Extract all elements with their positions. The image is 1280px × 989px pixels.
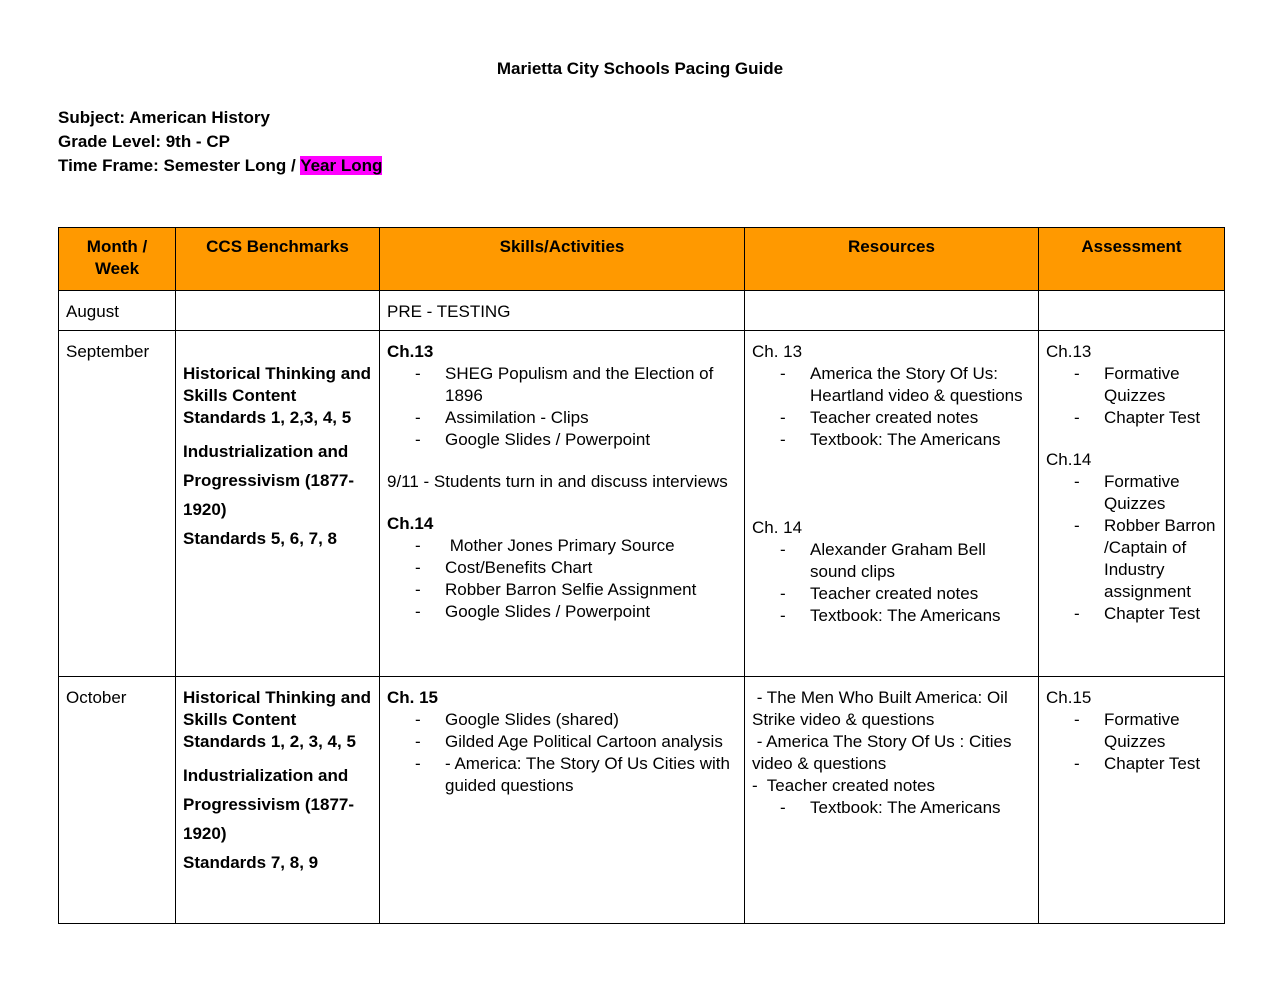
page-title: Marietta City Schools Pacing Guide: [496, 59, 784, 78]
skills-cell: [380, 331, 745, 677]
assessment-list: [1046, 363, 1217, 429]
resource-list: [752, 539, 1031, 627]
benchmark-standards: Historical Thinking and Skills Content Standards 1, 2,3, 4, 5: [183, 364, 371, 427]
list-item: - Cost/Benefits Chart: [445, 557, 737, 579]
list-item: - Robber Barron Selfie Assignment: [445, 579, 737, 601]
list-item: - Google Slides (shared): [445, 709, 737, 731]
chapter-label: Ch.14: [1046, 450, 1092, 469]
benchmark-topic: Industrialization and Progressivism (1877-1920): [183, 442, 355, 519]
table-row: [59, 331, 1225, 677]
benchmarks-cell: [176, 291, 380, 331]
table-row: [59, 291, 1225, 331]
resources-cell: [745, 291, 1039, 331]
document-meta: [58, 106, 382, 178]
list-item: - Google Slides / Powerpoint: [445, 429, 737, 451]
chapter-label: Ch.15: [1046, 688, 1092, 707]
chapter-label: Ch. 14: [752, 518, 803, 537]
list-item: - Robber Barron /Captain of Industry assignment: [1104, 515, 1217, 603]
column-header-benchmarks: CCS Benchmarks: [176, 228, 380, 291]
assessment-cell: [1039, 291, 1225, 331]
assessment-cell: [1039, 331, 1225, 677]
resource-list: [752, 797, 1031, 819]
time-frame-label: Time Frame: Semester Long /: [58, 156, 301, 175]
list-item: - Mother Jones Primary Source: [445, 535, 737, 557]
benchmark-standards-list: Standards 7, 8, 9: [183, 853, 319, 872]
benchmarks-cell: [176, 677, 380, 924]
grade-line: Grade Level: 9th - CP: [58, 132, 230, 151]
resource-line: - America The Story Of Us : Cities video & questions: [752, 732, 1017, 773]
time-frame-line: [58, 154, 382, 178]
list-item: - Teacher created notes: [810, 583, 1031, 605]
column-header-month: Month / Week: [59, 228, 176, 291]
chapter-label: Ch.13: [1046, 342, 1092, 361]
list-item: - Chapter Test: [1104, 407, 1217, 429]
activity-note: 9/11 - Students turn in and discuss interviews: [387, 472, 728, 491]
table-header-row: [59, 228, 1225, 291]
list-item: - Textbook: The Americans: [810, 797, 1031, 819]
list-item: - Chapter Test: [1104, 753, 1217, 775]
activity-list: [387, 709, 737, 797]
benchmarks-cell: [176, 331, 380, 677]
pacing-table: [58, 227, 1225, 924]
list-item: - Formative Quizzes: [1104, 709, 1217, 753]
list-item: - Formative Quizzes: [1104, 363, 1217, 407]
benchmark-topic: Industrialization and Progressivism (1877-1920): [183, 766, 355, 843]
list-item: - America the Story Of Us: Heartland video & questions: [810, 363, 1031, 407]
resources-cell: [745, 677, 1039, 924]
chapter-label: Ch.13: [387, 342, 434, 361]
activity-list: [387, 363, 737, 451]
assessment-cell: [1039, 677, 1225, 924]
skills-cell: [380, 677, 745, 924]
skills-cell: PRE - TESTING: [380, 291, 745, 331]
list-item: - Google Slides / Powerpoint: [445, 601, 737, 623]
list-item: - Assimilation - Clips: [445, 407, 737, 429]
list-item: - Formative Quizzes: [1104, 471, 1217, 515]
subject-line: Subject: American History: [58, 108, 270, 127]
chapter-label: Ch. 13: [752, 342, 803, 361]
column-header-assessment: Assessment: [1039, 228, 1225, 291]
assessment-list: [1046, 709, 1217, 775]
activity-list: [387, 535, 737, 623]
time-frame-highlight: Year Long: [300, 156, 383, 175]
chapter-label: Ch. 15: [387, 688, 439, 707]
chapter-label: Ch.14: [387, 514, 434, 533]
list-item: - Gilded Age Political Cartoon analysis: [445, 731, 737, 753]
resource-line: - The Men Who Built America: Oil Strike video & questions: [752, 688, 1013, 729]
column-header-skills: Skills/Activities: [380, 228, 745, 291]
list-item: - Teacher created notes: [810, 407, 1031, 429]
list-item: - Textbook: The Americans: [810, 429, 1031, 451]
month-cell: October: [59, 677, 176, 924]
resource-line: - Teacher created notes: [752, 776, 936, 795]
list-item: - Textbook: The Americans: [810, 605, 1031, 627]
benchmark-standards: Historical Thinking and Skills Content Standards 1, 2, 3, 4, 5: [183, 688, 371, 751]
resources-cell: [745, 331, 1039, 677]
list-item: - Chapter Test: [1104, 603, 1217, 625]
month-cell: August: [59, 291, 176, 331]
column-header-resources: Resources: [745, 228, 1039, 291]
list-item: - Alexander Graham Bell sound clips: [810, 539, 1031, 583]
list-item: - - America: The Story Of Us Cities with guided questions: [445, 753, 737, 797]
resource-list: [752, 363, 1031, 451]
benchmark-standards-list: Standards 5, 6, 7, 8: [183, 529, 338, 548]
assessment-list: [1046, 471, 1217, 625]
month-cell: September: [59, 331, 176, 677]
list-item: - SHEG Populism and the Election of 1896: [445, 363, 737, 407]
table-row: [59, 677, 1225, 924]
